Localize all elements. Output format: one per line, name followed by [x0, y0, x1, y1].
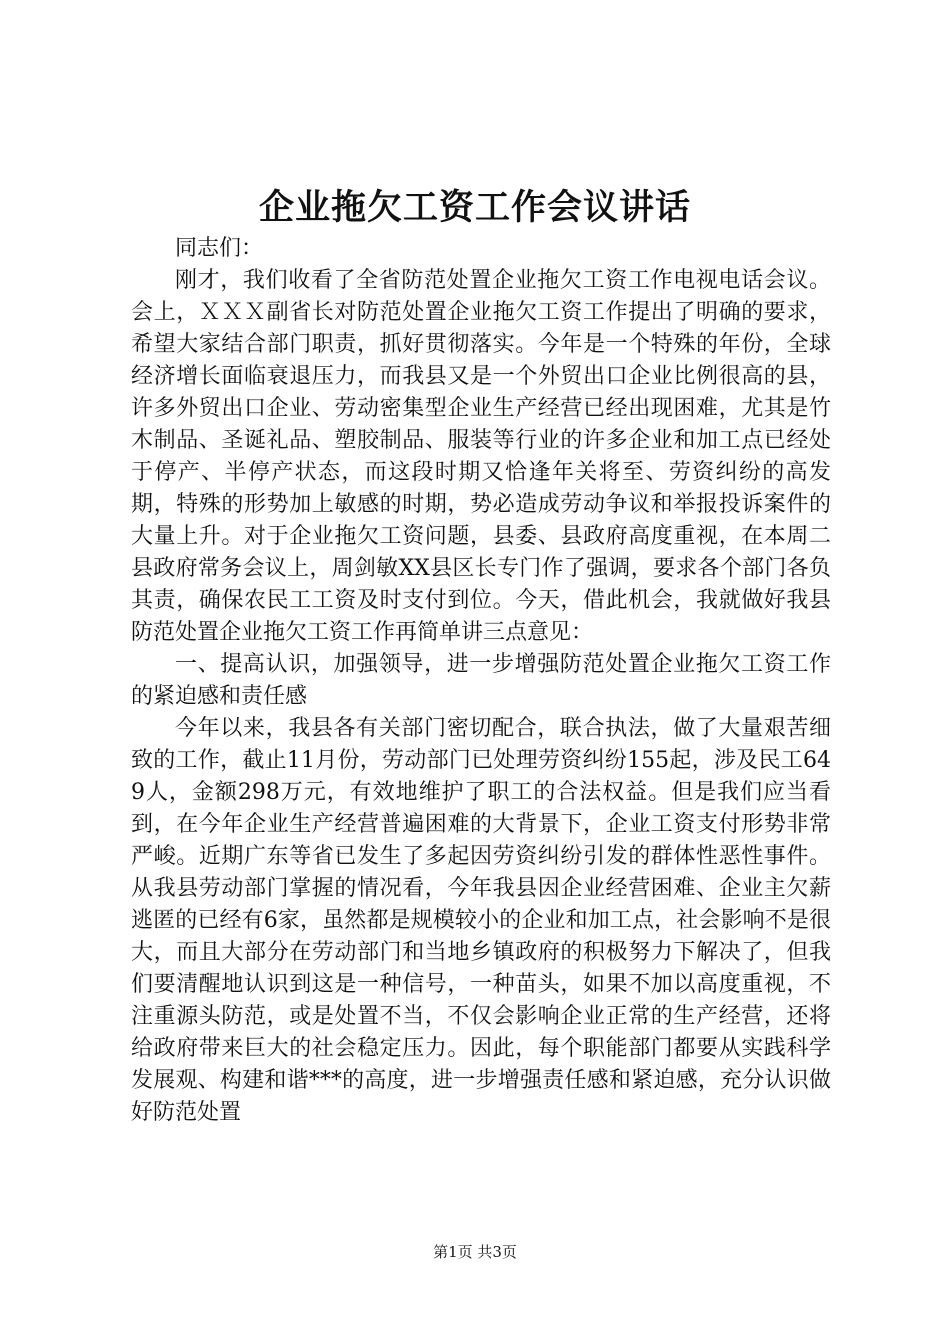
- opening-paragraph: 刚才，我们收看了全省防范处置企业拖欠工资工作电视电话会议。会上，ＸＸＸ副省长对防范处置企业拖欠工资工作提出了明确的要求，希望大家结合部门职责，抓好贯彻落实。今年是一个特殊的年份，全球经济增长面临衰退压力，而我县又是一个外贸出口企业比例很高的县，许多外贸出口企业、劳动密集型企业生产经营已经出现困难，尤其是竹木制品、圣诞礼品、塑胶制品、服装等行业的许多企业和加工点已经处于停产、半停产状态，而这段时期又恰逢年关将至、劳资纠纷的高发期，特殊的形势加上敏感的时期，势必造成劳动争议和举报投诉案件的大量上升。对于企业拖欠工资问题，县委、县政府高度重视，在本周二县政府常务会议上，周剑敏XX县区长专门作了强调，要求各个部门各负其责，确保农民工工资及时支付到位。今天，借此机会，我就做好我县防范处置企业拖欠工资工作再简单讲三点意见：: [131, 268, 831, 645]
- salutation-paragraph: 同志们：: [175, 236, 264, 261]
- page-footer: 第1页 共3页: [433, 1243, 517, 1261]
- section-1-paragraph: 今年以来，我县各有关部门密切配合，联合执法，做了大量艰苦细致的工作，截止11月份，劳动部门已处理劳资纠纷155起，涉及民工649人，金额298万元，有效地维护了职工的合法权益。但是我们应当看到，在今年企业生产经营普遍困难的大背景下，企业工资支付形势非常严峻。近期广东等省已发生了多起因劳资纠纷引发的群体性恶性事件。从我县劳动部门掌握的情况看，今年我县因企业经营困难、企业主欠薪逃匿的已经有6家，虽然都是规模较小的企业和加工点，社会影响不是很大，而且大部分在劳动部门和当地乡镇政府的积极努力下解决了，但我们要清醒地认识到这是一种信号，一种苗头，如果不加以高度重视，不注重源头防范，或是处置不当，不仅会影响企业正常的生产经营，还将给政府带来巨大的社会稳定压力。因此，每个职能部门都要从实践科学发展观、构建和谐***的高度，进一步增强责任感和紧迫感，充分认识做好防范处置: [131, 716, 831, 1125]
- document-title: 企业拖欠工资工作会议讲话: [258, 187, 691, 228]
- section-heading-1: 一、提高认识，加强领导，进一步增强防范处置企业拖欠工资工作的紧迫感和责任感: [131, 652, 831, 709]
- document-body: [131, 233, 831, 1129]
